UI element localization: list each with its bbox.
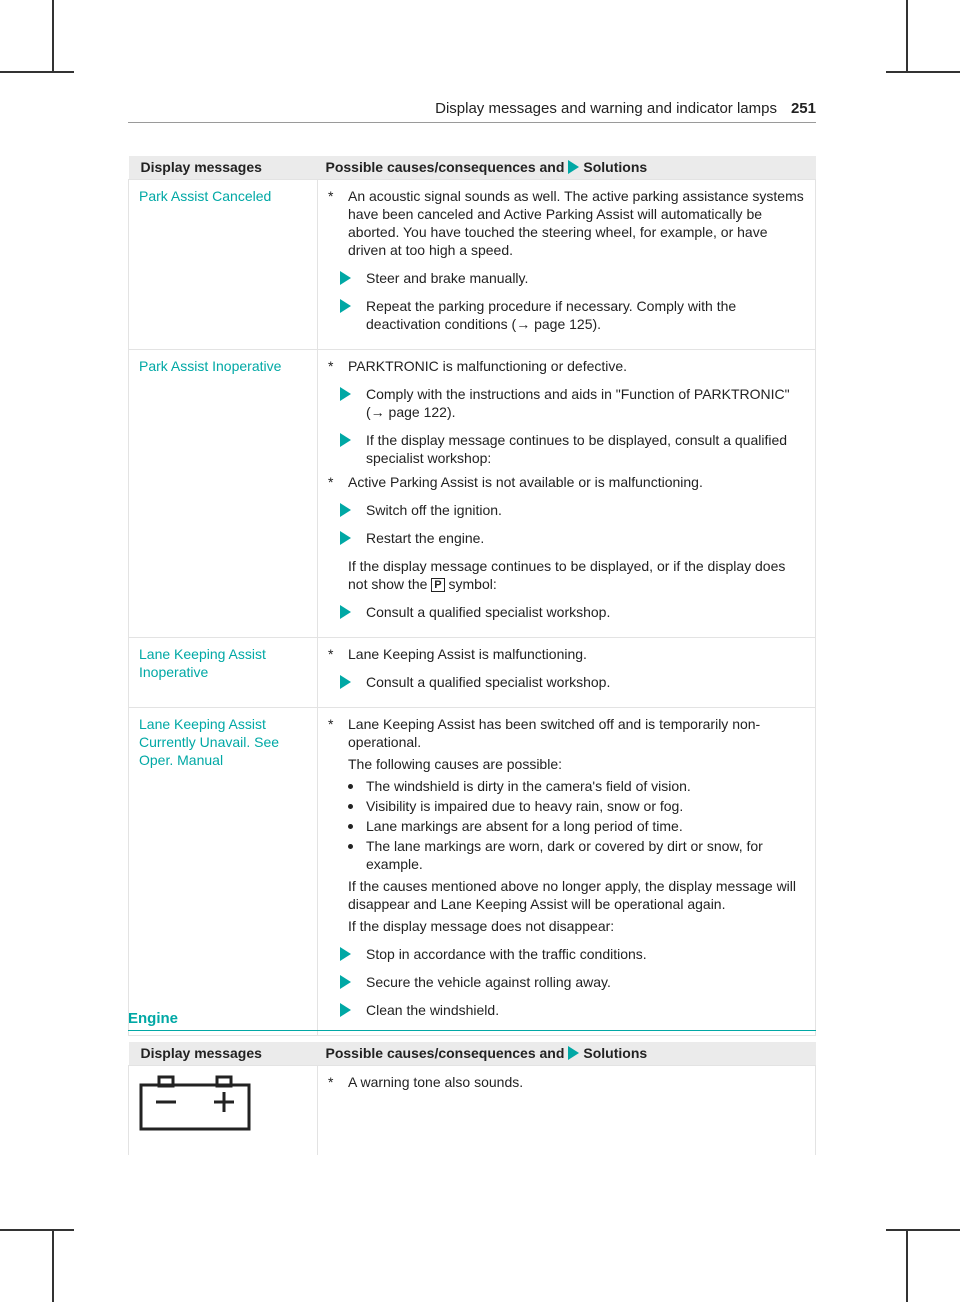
step-text: Comply with the instructions and aids in "Function of PARKTRONIC"(→ page 122). <box>366 386 790 420</box>
arrow-icon <box>340 947 351 961</box>
header-rule <box>128 122 816 123</box>
cause-text: Active Parking Assist is not available or is malfunctioning. <box>348 474 703 490</box>
message-name: Park Assist Inoperative <box>129 350 318 638</box>
paragraph-text: The following causes are possible: <box>348 756 563 772</box>
display-messages-table <box>128 156 816 1036</box>
arrow-icon <box>568 160 579 174</box>
arrow-icon <box>340 975 351 989</box>
step-text: Restart the engine. <box>366 530 485 546</box>
paragraph-text: If the display message does not disappear: <box>348 918 615 934</box>
column-header-messages: Display messages <box>129 1042 318 1066</box>
table-row <box>129 350 816 638</box>
arrow-icon <box>340 387 351 401</box>
bullet-text: The lane markings are worn, dark or covered by dirt or snow, for example. <box>366 838 763 872</box>
cause-text: PARKTRONIC is malfunctioning or defective. <box>348 358 628 374</box>
table-row <box>129 1066 816 1156</box>
page-number: 251 <box>790 100 816 117</box>
cause-text: Lane Keeping Assist has been switched off and is temporarily non-operational. <box>348 716 761 750</box>
message-name: Lane Keeping Assist Inoperative <box>129 638 318 708</box>
message-solutions: * An acoustic signal sounds as well. The active parking assistance systems have been canceled and Active Parking Assist will automatically be aborted. You have touched the steering wheel, for example, or have driven at too high a speed. Steer and brake manually. Repeat the parking procedure if necessary. Comply with the deactivation conditions (→ page 125). <box>318 180 816 350</box>
arrow-icon <box>568 1046 579 1060</box>
table-header-row <box>129 156 816 180</box>
arrow-icon <box>340 433 351 447</box>
message-solutions: * A warning tone also sounds. <box>318 1066 816 1156</box>
bullet-text: The windshield is dirty in the camera's field of vision. <box>366 778 691 794</box>
step-text: If the display message continues to be displayed, consult a qualified specialist workshop: <box>366 432 788 466</box>
message-solutions: * Lane Keeping Assist is malfunctioning. Consult a qualified specialist workshop. <box>318 638 816 708</box>
header-title: Display messages and warning and indicator lamps <box>435 100 777 117</box>
step-text: Clean the windshield. <box>366 1002 500 1018</box>
step-text: Repeat the parking procedure if necessary. Comply with the deactivation conditions (→ page 125). <box>366 298 737 332</box>
arrow-icon <box>340 675 351 689</box>
cause-text: Lane Keeping Assist is malfunctioning. <box>348 646 587 662</box>
engine-messages-table <box>128 1042 816 1155</box>
parking-p-icon: P <box>431 578 444 592</box>
arrow-icon <box>340 605 351 619</box>
table-row <box>129 180 816 350</box>
message-name: Park Assist Canceled <box>129 180 318 350</box>
table-row <box>129 638 816 708</box>
step-text: Stop in accordance with the traffic conditions. <box>366 946 647 962</box>
message-solutions: * Lane Keeping Assist has been switched off and is temporarily non-operational. The following causes are possible: The windshield is dirty in the camera's field of vision. Visibility is impaired due to heavy rain, snow or fog. Lane markings are absent for a long period of time. The lane markings are worn, dark or covered by dirt or snow, for example. If the causes mentioned above no longer apply, the display message will disappear and Lane Keeping Assist will be operational again. If the display message does not disappear: Stop in accordance with the traffic conditions. Secure the vehicle against rolling away. Clean the windshield. <box>318 708 816 1036</box>
cause-text: An acoustic signal sounds as well. The active parking assistance systems have been canceled and Active Parking Assist will automatically be aborted. You have touched the steering wheel, for example, or have driven at too high a speed. <box>348 188 804 258</box>
paragraph-text: If the causes mentioned above no longer apply, the display message will disappear and Lane Keeping Assist will be operational again. <box>348 878 797 912</box>
cause-text: A warning tone also sounds. <box>348 1074 524 1090</box>
arrow-icon <box>340 503 351 517</box>
paragraph-text: If the display message continues to be displayed, or if the display does not show the <box>348 558 786 592</box>
arrow-icon <box>340 1003 351 1017</box>
section-title-engine: Engine <box>128 1010 179 1027</box>
message-name: Lane Keeping Assist Currently Unavail. See Oper. Manual <box>129 708 318 1036</box>
column-header-messages: Display messages <box>129 156 318 180</box>
running-header <box>128 100 816 117</box>
message-icon-cell <box>129 1066 318 1156</box>
arrow-icon <box>340 271 351 285</box>
step-text: Consult a qualified specialist workshop. <box>366 604 611 620</box>
step-text: Consult a qualified specialist workshop. <box>366 674 611 690</box>
bullet-text: Lane markings are absent for a long period of time. <box>366 818 683 834</box>
arrow-icon <box>340 531 351 545</box>
step-text: Steer and brake manually. <box>366 270 529 286</box>
step-text: Secure the vehicle against rolling away. <box>366 974 611 990</box>
table-row <box>129 708 816 1036</box>
table-header-row <box>129 1042 816 1066</box>
section-rule <box>128 1030 816 1031</box>
step-text: Switch off the ignition. <box>366 502 502 518</box>
column-header-causes: Possible causes/consequences and Solutions <box>318 1042 816 1066</box>
battery-icon <box>139 1075 251 1131</box>
bullet-text: Visibility is impaired due to heavy rain, snow or fog. <box>366 798 684 814</box>
arrow-icon <box>340 299 351 313</box>
column-header-causes: Possible causes/consequences and Solutions <box>318 156 816 180</box>
message-solutions: * PARKTRONIC is malfunctioning or defective. Comply with the instructions and aids in "Function of PARKTRONIC"(→ page 122). If the display message continues to be displayed, consult a qualified specialist workshop: * Active Parking Assist is not available or is malfunctioning. Switch off the ignition. Restart the engine. If the display message continues to be displayed, or if the display does not show the P symbol: Consult a qualified specialist workshop. <box>318 350 816 638</box>
